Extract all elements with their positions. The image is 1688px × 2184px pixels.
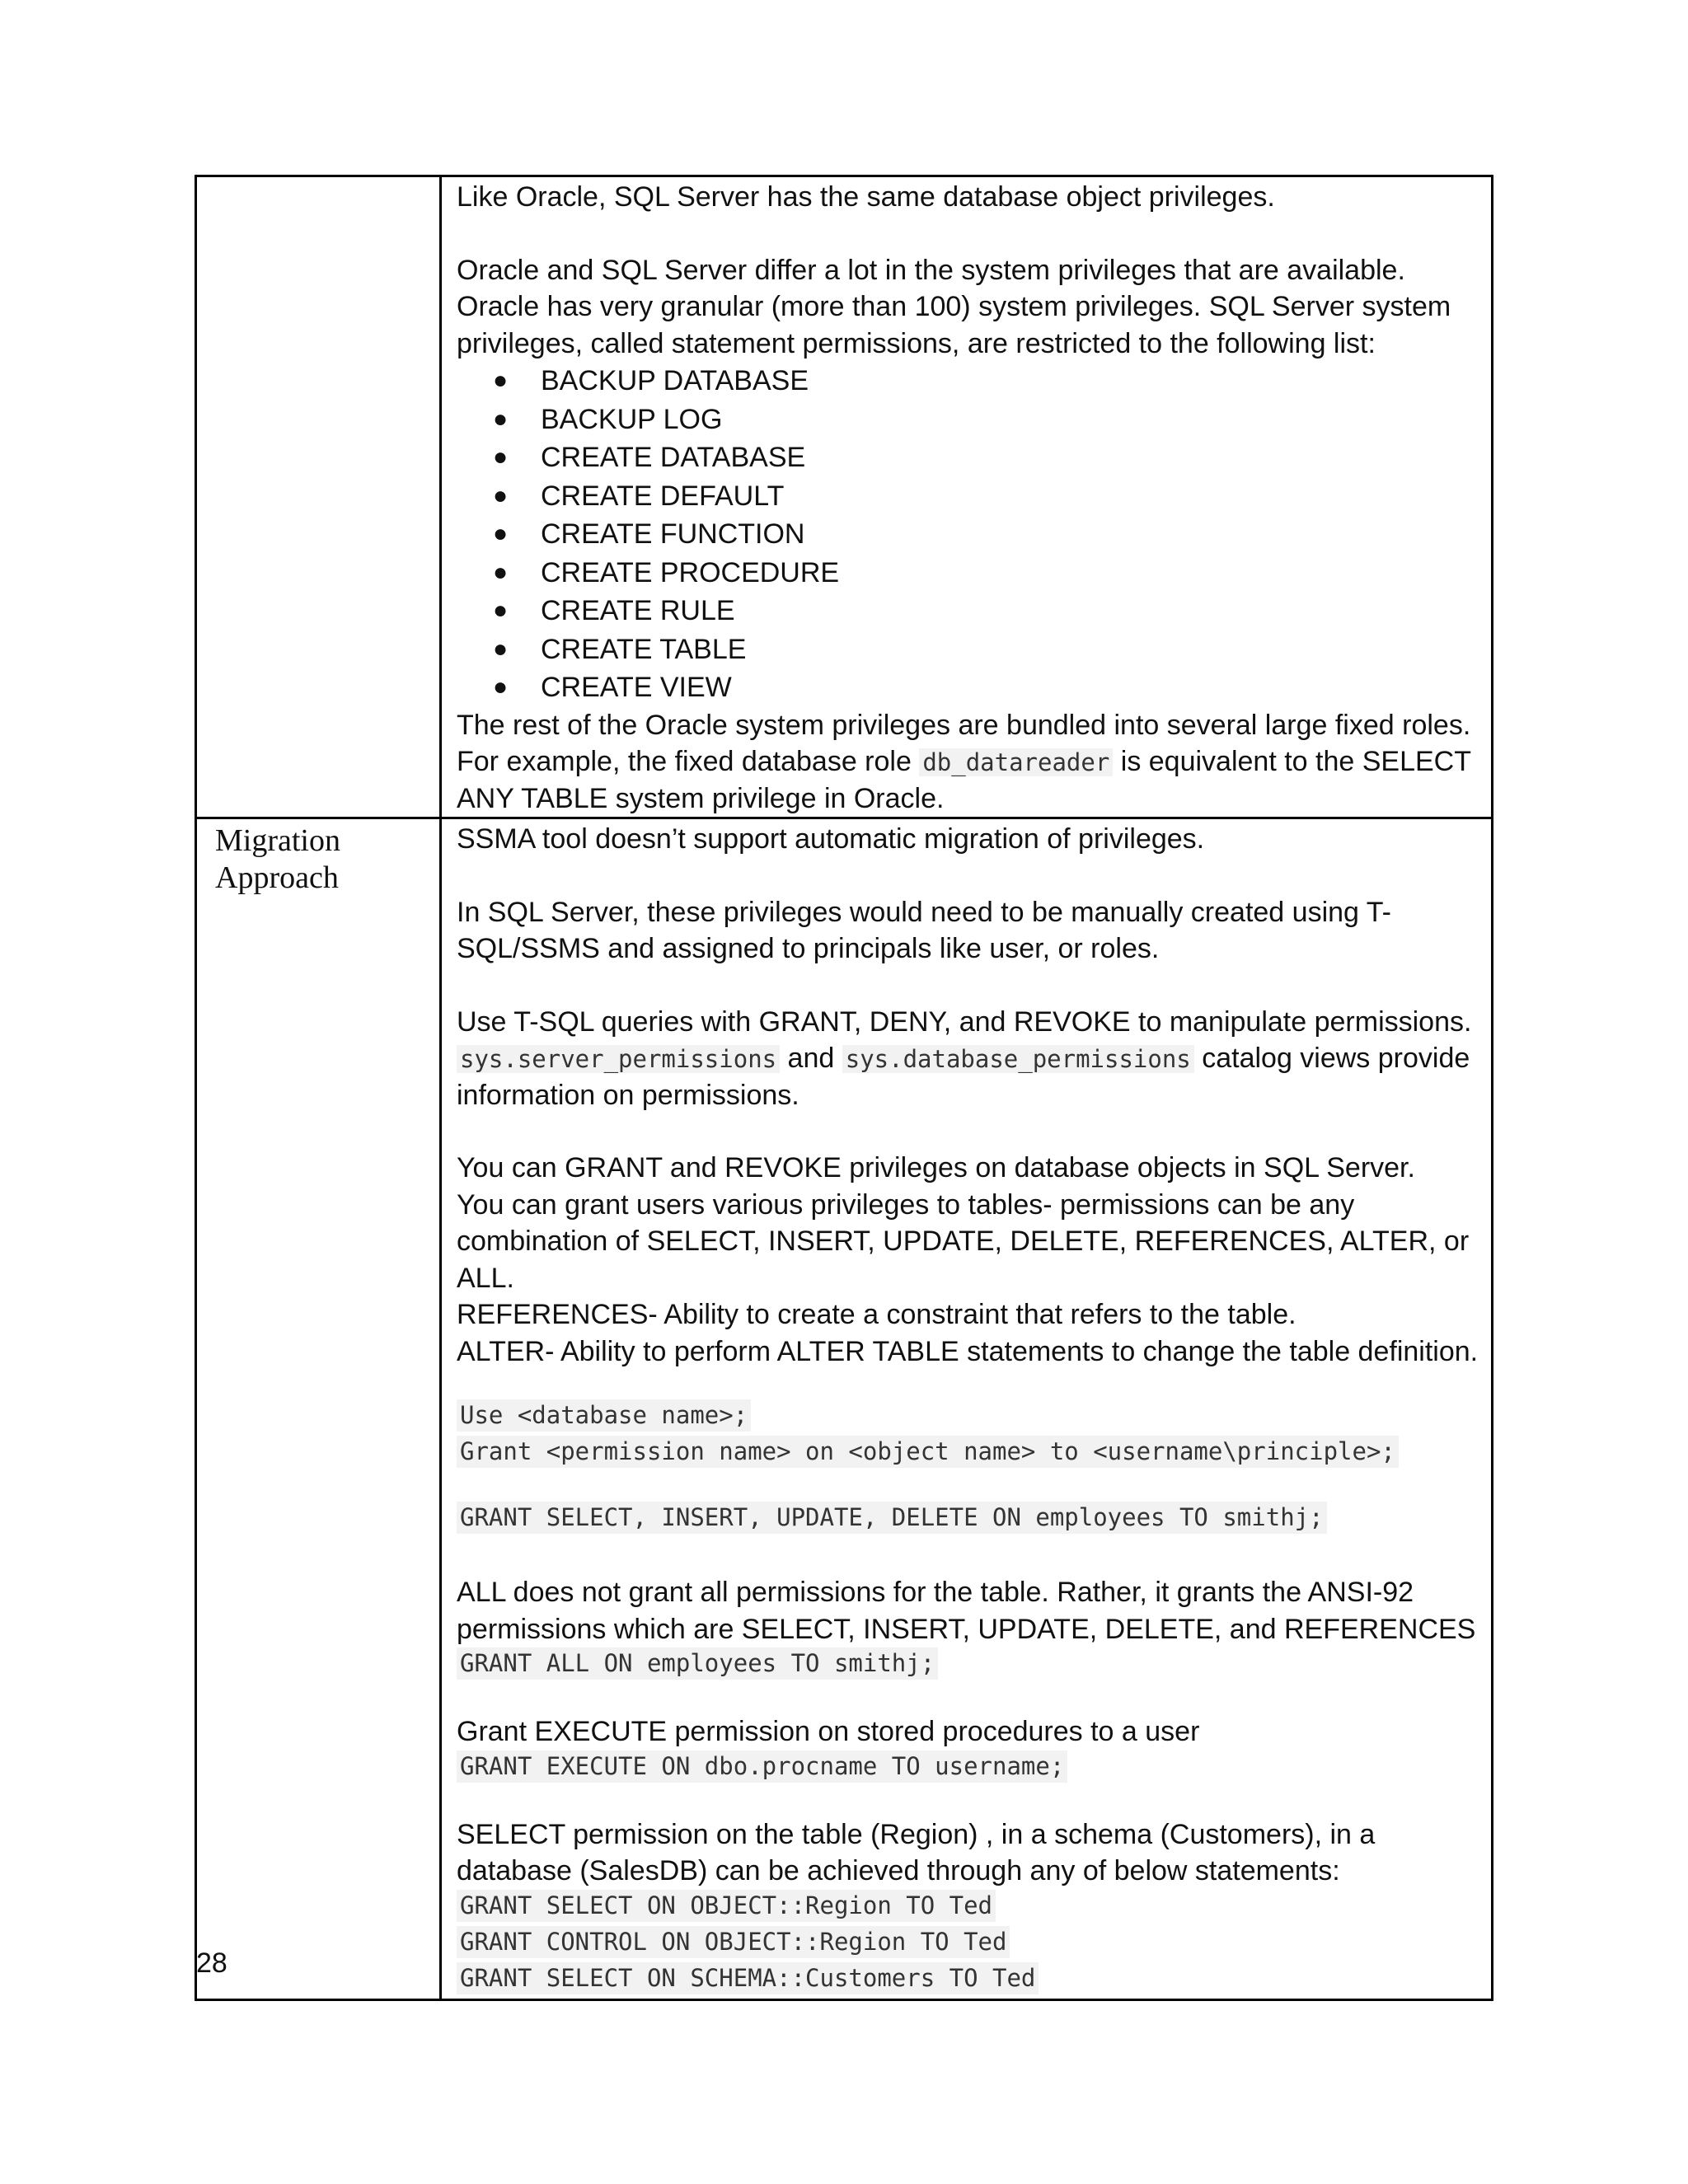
paragraph: Grant EXECUTE permission on stored procedures to a user: [457, 1716, 1200, 1747]
list-item: ● CREATE DATABASE: [541, 438, 1479, 477]
paragraph: Oracle and SQL Server differ a lot in the system privileges that are available. Oracle has very granular (more than 100) system privileges. SQL Server system privileges, called statement permissions, are restricted to the following list:: [457, 254, 1451, 359]
bullet-icon: ●: [493, 481, 509, 509]
bullet-icon: ●: [493, 597, 509, 624]
list-item: ● CREATE DEFAULT: [541, 477, 1479, 516]
paragraph: sys.server_permissions and sys.database_permissions catalog views provide information on permissions.: [457, 1043, 1470, 1111]
paragraph: In SQL Server, these privileges would need to be manually created using T-SQL/SSMS and assigned to principals like user, or roles.: [457, 896, 1391, 964]
privileges-table: [195, 175, 1493, 2001]
paragraph: The rest of the Oracle system privileges are bundled into several large fixed roles. For example, the fixed database role db_datareader is equivalent to the SELECT ANY TABLE system privilege in Oracle.: [457, 709, 1471, 814]
row-label: [197, 177, 439, 180]
bullet-icon: ●: [493, 367, 509, 394]
code-block: GRANT EXECUTE ON dbo.procname TO username;: [457, 1750, 1479, 1787]
page-number: 28: [196, 1947, 227, 1979]
code-block: GRANT ALL ON employees TO smithj;: [457, 1647, 1479, 1684]
paragraph: ALL does not grant all permissions for the table. Rather, it grants the ANSI-92 permissions which are SELECT, INSERT, UPDATE, DELETE, and REFERENCES: [457, 1577, 1476, 1645]
permissions-description: You can GRANT and REVOKE privileges on database objects in SQL Server. You can grant users various privileges to tables- permissions can be any combination of SELECT, INSERT, UPDATE, DELETE, REFERENCES, ALTER, or ALL. REFERENCES- Ability to create a constraint that refers to the table. ALTER- Ability to perform ALTER TABLE statements to change the table definition.: [457, 1152, 1479, 1367]
row-label-cell: [196, 818, 441, 2000]
list-item: ● BACKUP LOG: [541, 401, 1479, 439]
paragraph: Like Oracle, SQL Server has the same database object privileges.: [457, 181, 1275, 213]
bullet-icon: ●: [493, 520, 509, 547]
code-block: Use <database name>; Grant <permission name> on <object name> to <username\principle>;: [457, 1399, 1479, 1472]
inline-code: sys.database_permissions: [842, 1045, 1194, 1073]
row-label-cell: [196, 176, 441, 818]
list-item: ● CREATE TABLE: [541, 630, 1479, 669]
paragraph: SELECT permission on the table (Region) , in a schema (Customers), in a database (SalesDB) can be achieved through any of below statements:: [457, 1818, 1376, 1886]
bullet-icon: ●: [493, 405, 509, 433]
list-item: ● CREATE FUNCTION: [541, 515, 1479, 554]
inline-code: db_datareader: [919, 748, 1113, 776]
table-row: [196, 818, 1493, 2000]
bullet-icon: ●: [493, 443, 509, 471]
bullet-icon: ●: [493, 558, 509, 586]
bullet-icon: ●: [493, 673, 509, 701]
inline-code: sys.server_permissions: [457, 1045, 780, 1073]
row-label: Migration Approach: [215, 823, 340, 895]
list-item: ● CREATE VIEW: [541, 668, 1479, 707]
bullet-icon: ●: [493, 635, 509, 663]
row-content-cell: [441, 176, 1493, 818]
code-block: GRANT SELECT, INSERT, UPDATE, DELETE ON employees TO smithj;: [457, 1502, 1479, 1538]
row-content-cell: [441, 818, 1493, 2000]
list-item: ● CREATE PROCEDURE: [541, 554, 1479, 593]
list-item: ● BACKUP DATABASE: [541, 362, 1479, 401]
paragraph: SSMA tool doesn’t support automatic migration of privileges.: [457, 823, 1205, 855]
list-item: ● CREATE RULE: [541, 592, 1479, 630]
paragraph: Use T-SQL queries with GRANT, DENY, and REVOKE to manipulate permissions.: [457, 1005, 1472, 1038]
statement-permissions-list: [457, 362, 1479, 707]
code-block: GRANT SELECT ON OBJECT::Region TO Ted GRANT CONTROL ON OBJECT::Region TO Ted GRANT SELECT ON SCHEMA::Customers TO Ted: [457, 1890, 1479, 1999]
table-row: [196, 176, 1493, 818]
